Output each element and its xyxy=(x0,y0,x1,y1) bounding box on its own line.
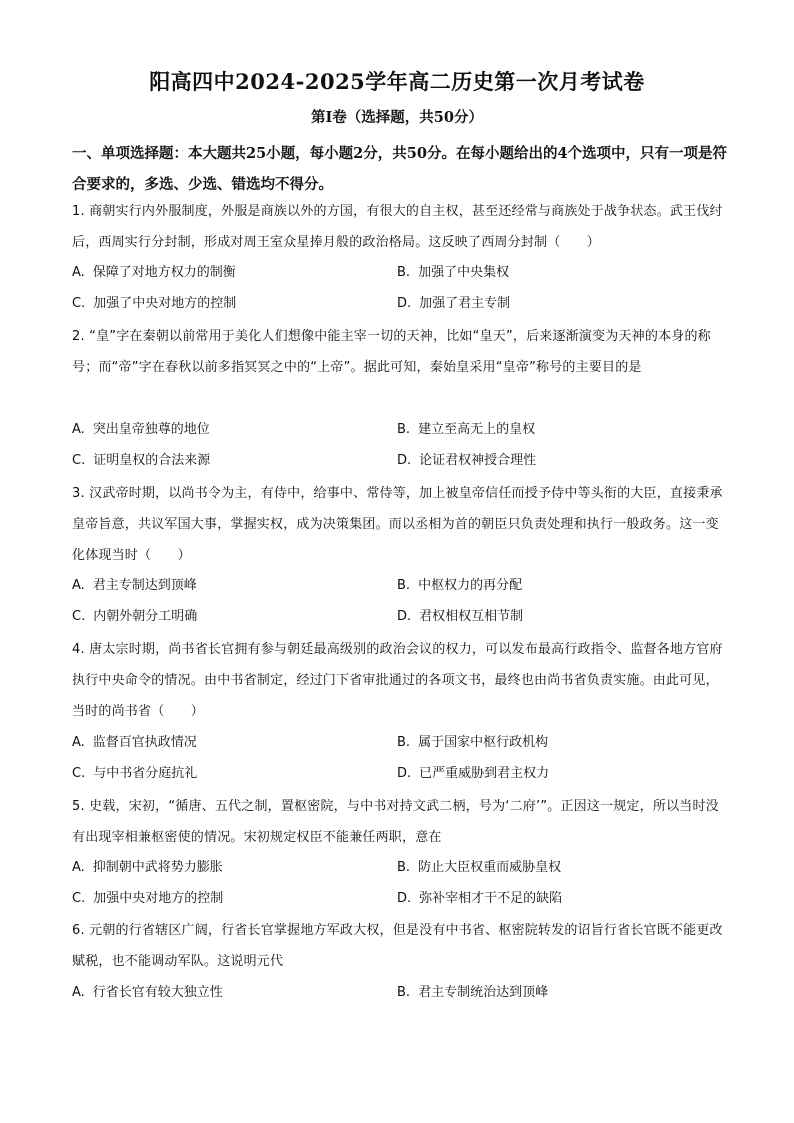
question-2-option-d[interactable] xyxy=(397,451,536,471)
option-text: 中枢权力的再分配 xyxy=(418,578,523,593)
option-letter: D. xyxy=(397,453,412,468)
section-instruction: 一、单项选择题：本大题共25小题，每小题2分，共50分。在每小题给出的4个选项中，只有一项是符合要求的，多选、少选、错选均不得分。 xyxy=(72,145,728,193)
question-2-option-a[interactable] xyxy=(72,420,210,440)
option-text: 与中书省分庭抗礼 xyxy=(93,766,198,781)
option-letter: A. xyxy=(72,735,85,750)
option-letter: A. xyxy=(72,578,85,593)
question-6-option-a[interactable] xyxy=(72,983,223,1003)
question-2-option-b[interactable] xyxy=(397,420,535,440)
option-letter: C. xyxy=(72,453,86,468)
option-letter: C. xyxy=(72,296,86,311)
option-letter: B. xyxy=(397,578,411,593)
question-5-option-c[interactable] xyxy=(72,889,223,909)
option-letter: A. xyxy=(72,422,85,437)
option-letter: B. xyxy=(397,985,411,1000)
question-3-option-a[interactable] xyxy=(72,576,197,596)
question-5-stem: 5. 史载，宋初，“循唐、五代之制，置枢密院，与中书对持文武二柄，号为‘二府’”。正因这一规定，所以当时没有出现宰相兼枢密使的情况。宋初规定权臣不能兼任两职，意在 xyxy=(72,799,719,845)
option-letter: B. xyxy=(397,860,411,875)
question-3-option-b[interactable] xyxy=(397,576,522,596)
question-1-option-d[interactable] xyxy=(397,294,510,314)
option-text: 突出皇帝独尊的地位 xyxy=(92,422,210,437)
question-6-option-b[interactable] xyxy=(397,983,548,1003)
option-text: 属于国家中枢行政机构 xyxy=(418,735,549,750)
exam-subtitle: 第Ⅰ卷（选择题，共50分） xyxy=(311,109,483,126)
question-2-option-c[interactable] xyxy=(72,451,210,471)
option-letter: B. xyxy=(397,735,411,750)
option-text: 加强了君主专制 xyxy=(419,296,511,311)
question-3-stem: 3. 汉武帝时期，以尚书令为主，有侍中，给事中、常侍等，加上被皇帝信任而授予侍中等头衔的大臣，直接秉承皇帝旨意，共议军国大事，掌握实权，成为决策集团。而以丞相为首的朝臣只负责处理和执行一般政务。这一变化体现当时（ ） xyxy=(72,486,723,563)
option-text: 行省长官有较大独立性 xyxy=(92,985,223,1000)
question-1-option-a[interactable] xyxy=(72,263,236,283)
question-5-option-d[interactable] xyxy=(397,889,562,909)
option-letter: D. xyxy=(397,609,412,624)
option-text: 加强了中央集权 xyxy=(418,265,510,280)
option-text: 君主专制达到顶峰 xyxy=(92,578,197,593)
question-6-stem: 6. 元朝的行省辖区广阔，行省长官掌握地方军政大权，但是没有中书省、枢密院转发的诏旨行省长官既不能更改赋税，也不能调动军队。这说明元代 xyxy=(72,923,723,969)
question-5-option-b[interactable] xyxy=(397,858,561,878)
question-3-option-c[interactable] xyxy=(72,607,197,627)
option-text: 弥补宰相才干不足的缺陷 xyxy=(419,891,563,906)
option-text: 君主专制统治达到顶峰 xyxy=(418,985,549,1000)
option-text: 监督百官执政情况 xyxy=(92,735,197,750)
option-letter: A. xyxy=(72,860,85,875)
question-5-option-a[interactable] xyxy=(72,858,223,878)
option-text: 内朝外朝分工明确 xyxy=(93,609,198,624)
question-3-option-d[interactable] xyxy=(397,607,523,627)
option-letter: A. xyxy=(72,265,85,280)
option-letter: C. xyxy=(72,891,86,906)
question-4-option-d[interactable] xyxy=(397,764,549,784)
option-text: 君权相权互相节制 xyxy=(419,609,524,624)
option-letter: D. xyxy=(397,891,412,906)
question-4-option-a[interactable] xyxy=(72,733,197,753)
question-1-stem: 1. 商朝实行内外服制度，外服是商族以外的方国，有很大的自主权，甚至还经常与商族处于战争状态。武王伐纣后，西周实行分封制，形成对周王室众星捧月般的政治格局。这反映了西周分封制（ ） xyxy=(72,204,723,250)
option-text: 论证君权神授合理性 xyxy=(419,453,537,468)
option-text: 抑制朝中武将势力膨胀 xyxy=(92,860,223,875)
option-letter: B. xyxy=(397,265,411,280)
option-text: 保障了对地方权力的制衡 xyxy=(92,265,236,280)
option-text: 防止大臣权重而威胁皇权 xyxy=(418,860,562,875)
option-letter: C. xyxy=(72,766,86,781)
option-text: 已严重威胁到君主权力 xyxy=(419,766,550,781)
question-4-stem: 4. 唐太宗时期，尚书省长官拥有参与朝廷最高级别的政治会议的权力，可以发布最高行政指令、监督各地方官府执行中央命令的情况。由中书省制定，经过门下省审批通过的各项文书，最终也由尚书省负责实施。由此可见，当时的尚书省（ ） xyxy=(72,642,723,719)
option-letter: D. xyxy=(397,296,412,311)
option-letter: C. xyxy=(72,609,86,624)
question-2-stem: 2. “皇”字在秦朝以前常用于美化人们想像中能主宰一切的天神，比如“皇天”，后来逐渐演变为天神的本身的称号；而“帝”字在春秋以前多指冥冥之中的“上帝”。据此可知，秦始皇采用“皇帝”称号的主要目的是 xyxy=(72,329,711,375)
option-letter: B. xyxy=(397,422,411,437)
option-letter: D. xyxy=(397,766,412,781)
option-text: 加强了中央对地方的控制 xyxy=(93,296,237,311)
question-1-option-b[interactable] xyxy=(397,263,509,283)
option-letter: A. xyxy=(72,985,85,1000)
option-text: 加强中央对地方的控制 xyxy=(93,891,224,906)
exam-title: 阳高四中2024-2025学年高二历史第一次月考试卷 xyxy=(149,69,645,94)
option-text: 建立至高无上的皇权 xyxy=(418,422,536,437)
option-text: 证明皇权的合法来源 xyxy=(93,453,211,468)
question-4-option-b[interactable] xyxy=(397,733,548,753)
question-1-option-c[interactable] xyxy=(72,294,236,314)
question-4-option-c[interactable] xyxy=(72,764,197,784)
